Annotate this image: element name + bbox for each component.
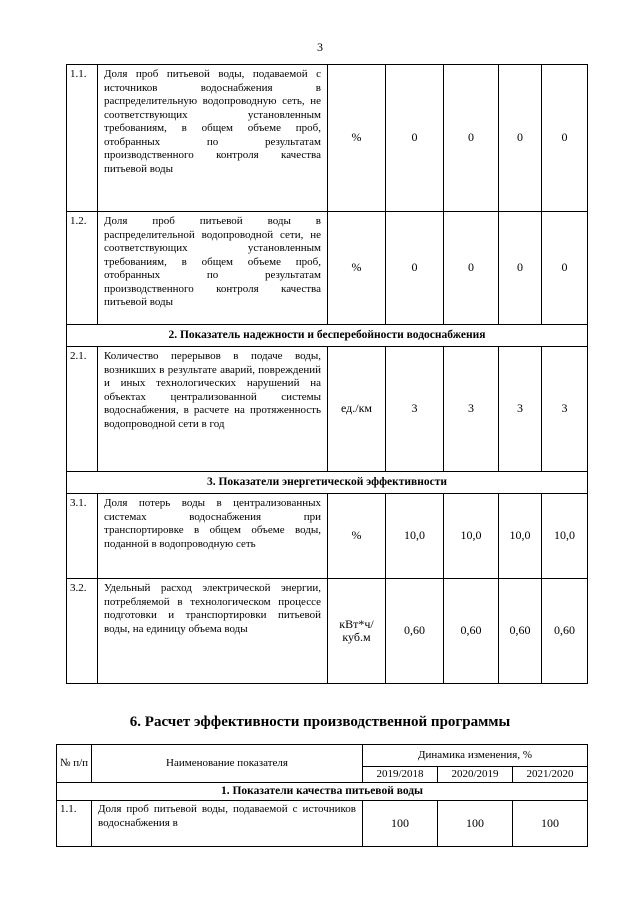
year-header: 2020/2019 xyxy=(438,767,513,783)
value-cell: 10,0 xyxy=(499,494,542,579)
table-row xyxy=(67,494,588,579)
year-header: 2021/2020 xyxy=(513,767,588,783)
row-number: 3.2. xyxy=(67,579,98,684)
indicators-table xyxy=(66,64,588,684)
indicator-name: Доля проб питьевой воды, подаваемой с источников водоснабжения в распределительную водопроводную сеть, не соответствующих установленным требованиям, в общем объеме проб, отобранных по результатам производственного контроля качества питьевой воды xyxy=(98,65,328,212)
header-row xyxy=(57,745,588,767)
value-cell: 10,0 xyxy=(386,494,444,579)
indicator-name: Доля проб питьевой воды, подаваемой с источников водоснабжения в xyxy=(92,801,363,847)
row-number: 1.2. xyxy=(67,212,98,325)
value-cell: 0 xyxy=(542,212,588,325)
value-cell: 0,60 xyxy=(499,579,542,684)
value-cell: 3 xyxy=(542,347,588,472)
value-cell: 0 xyxy=(386,212,444,325)
table-row xyxy=(67,579,588,684)
col-dynamics-header: Динамика изменения, % xyxy=(363,745,588,767)
page-number: 3 xyxy=(317,40,323,54)
efficiency-table xyxy=(56,744,588,847)
unit-cell: % xyxy=(328,494,386,579)
indicator-name: Доля проб питьевой воды в распределительной водопроводной сети, не соответствующих установленным требованиям, в общем объеме проб, отобранных по результатам производственного контроля качества питьевой воды xyxy=(98,212,328,325)
value-cell: 100 xyxy=(363,801,438,847)
row-number: 3.1. xyxy=(67,494,98,579)
section-title: 2. Показатель надежности и бесперебойности водоснабжения xyxy=(67,325,588,347)
section-header-row xyxy=(67,325,588,347)
value-cell: 0 xyxy=(542,65,588,212)
value-cell: 10,0 xyxy=(444,494,499,579)
value-cell: 0 xyxy=(499,65,542,212)
indicator-name: Количество перерывов в подаче воды, возникших в результате аварий, повреждений и иных технологических нарушений на объектах централизованной системы водоснабжения, в расчете на протяженность водопроводной сети в год xyxy=(98,347,328,472)
table-row xyxy=(67,212,588,325)
value-cell: 0 xyxy=(499,212,542,325)
value-cell: 0,60 xyxy=(542,579,588,684)
table-row xyxy=(67,347,588,472)
unit-cell: кВт*ч/ куб.м xyxy=(328,579,386,684)
table-row xyxy=(57,801,588,847)
value-cell: 100 xyxy=(513,801,588,847)
unit-cell: % xyxy=(328,65,386,212)
value-cell: 100 xyxy=(438,801,513,847)
value-cell: 0,60 xyxy=(444,579,499,684)
value-cell: 3 xyxy=(499,347,542,472)
row-number: 1.1. xyxy=(57,801,92,847)
value-cell: 0 xyxy=(386,65,444,212)
section-title: 1. Показатели качества питьевой воды xyxy=(57,783,588,801)
indicator-name: Доля потерь воды в централизованных системах водоснабжения при транспортировке в общем объеме воды, поданной в водопроводную сеть xyxy=(98,494,328,579)
value-cell: 0 xyxy=(444,65,499,212)
section-header-row xyxy=(57,783,588,801)
section-title: 3. Показатели энергетической эффективности xyxy=(67,472,588,494)
unit-cell: ед./км xyxy=(328,347,386,472)
indicator-name: Удельный расход электрической энергии, потребляемой в технологическом процессе подготовки и транспортировки питьевой воды, на единицу объема воды xyxy=(98,579,328,684)
col-number-header: № п/п xyxy=(57,745,92,783)
year-header: 2019/2018 xyxy=(363,767,438,783)
value-cell: 0,60 xyxy=(386,579,444,684)
value-cell: 10,0 xyxy=(542,494,588,579)
value-cell: 0 xyxy=(444,212,499,325)
table-row xyxy=(67,65,588,212)
section-heading: 6. Расчет эффективности производственной программы xyxy=(129,714,511,730)
section-header-row xyxy=(67,472,588,494)
row-number: 2.1. xyxy=(67,347,98,472)
value-cell: 3 xyxy=(386,347,444,472)
row-number: 1.1. xyxy=(67,65,98,212)
col-name-header: Наименование показателя xyxy=(92,745,363,783)
unit-cell: % xyxy=(328,212,386,325)
value-cell: 3 xyxy=(444,347,499,472)
